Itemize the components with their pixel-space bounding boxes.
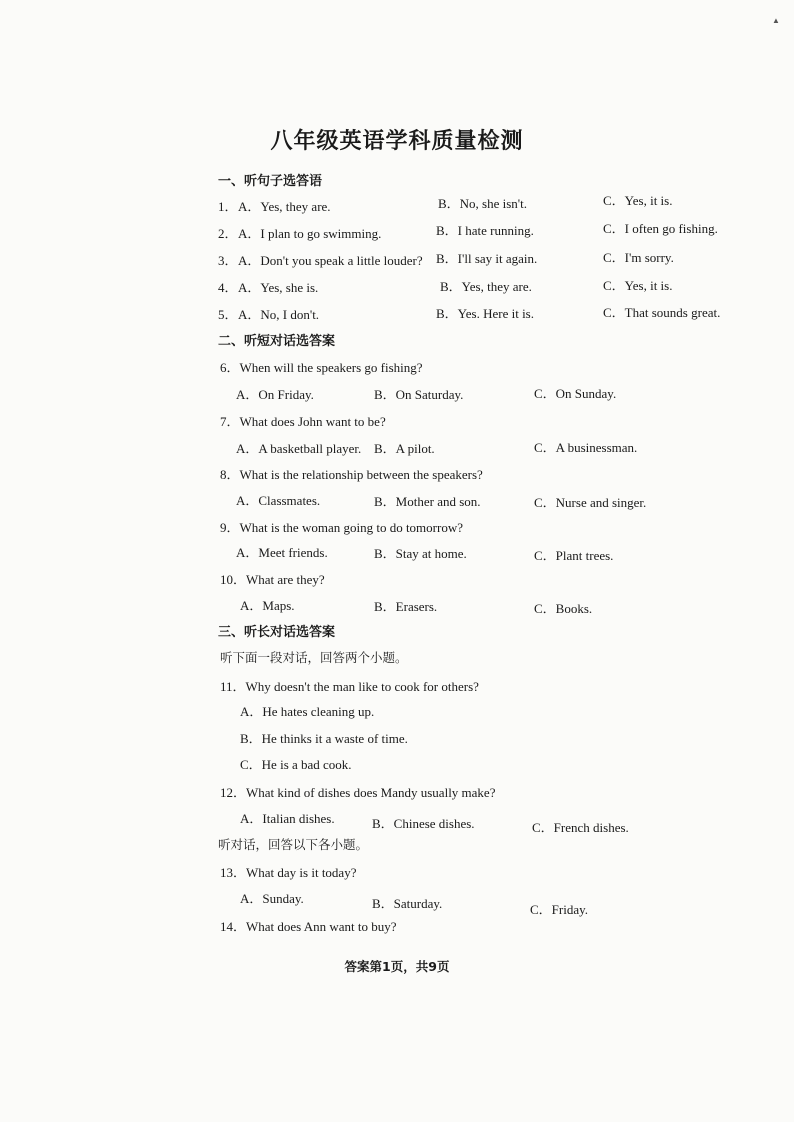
q11-option-b: B．He thinks it a waste of time. [240,731,408,746]
q9-option-b: B．Stay at home. [374,546,467,561]
q9-option-a: A．Meet friends. [236,545,328,560]
q2-option-a: A．I plan to go swimming. [238,226,382,241]
q7-option-c: C．A businessman. [534,440,638,455]
q6-option-a: A．On Friday. [236,387,314,402]
q3-option-a: A．Don't you speak a little louder? [238,253,423,268]
q6-option-c: C．On Sunday. [534,386,617,401]
q4-number: 4． [218,280,238,295]
q10-option-a: A．Maps. [240,598,295,613]
q9-option-c: C．Plant trees. [534,548,614,563]
q13-option-a: A．Sunday. [240,891,304,906]
q11-option-c: C．He is a bad cook. [240,757,352,772]
q4-option-b: B．Yes, they are. [440,279,532,294]
q5-option-c: C．That sounds great. [603,305,721,320]
q8-question: 8．What is the relationship between the speakers? [220,467,483,482]
q12-option-a: A．Italian dishes. [240,811,335,826]
q1-option-b: B．No, she isn't. [438,196,528,211]
q6-option-b: B．On Saturday. [374,387,464,402]
section-heading-1: 一、听句子选答语 [218,174,323,189]
page-footer: 答案第1页，共9页 [344,959,450,974]
q10-option-b: B．Erasers. [374,599,438,614]
section-heading-2: 二、听短对话选答案 [218,334,336,349]
q8-option-b: B．Mother and son. [374,494,481,509]
q11-option-a: A．He hates cleaning up. [240,704,375,719]
q3-number: 3． [218,253,238,268]
q5-number: 5． [218,307,238,322]
q1-number: 1． [218,199,238,214]
q9-question: 9．What is the woman going to do tomorrow? [220,520,463,535]
q2-number: 2． [218,226,238,241]
q5-option-b: B．Yes. Here it is. [436,306,534,321]
section-heading-3: 三、听长对话选答案 [218,625,336,640]
q10-option-c: C．Books. [534,601,593,616]
q7-option-a: A．A basketball player. [236,441,362,456]
page-title: 八年级英语学科质量检测 [270,129,524,154]
q3-option-b: B．I'll say it again. [436,251,538,266]
q12-question: 12．What kind of dishes does Mandy usually make? [220,785,496,800]
q8-option-c: C．Nurse and singer. [534,495,647,510]
q5-option-a: A．No, I don't. [238,307,320,322]
q2-option-b: B．I hate running. [436,223,534,238]
q7-question: 7．What does John want to be? [220,414,386,429]
q4-option-c: C．Yes, it is. [603,278,673,293]
q12-option-b: B．Chinese dishes. [372,816,475,831]
q1-option-a: A．Yes, they are. [238,199,331,214]
q11-question: 11．Why doesn't the man like to cook for others? [220,679,479,694]
q14-question: 14．What does Ann want to buy? [220,919,397,934]
instruction-note-2: 听对话，回答以下各小题。 [218,837,369,852]
corner-mark: ▲ [772,16,780,25]
q13-question: 13．What day is it today? [220,865,357,880]
q13-option-b: B．Saturday. [372,896,443,911]
q8-option-a: A．Classmates. [236,493,321,508]
q6-question: 6．When will the speakers go fishing? [220,360,423,375]
q13-option-c: C．Friday. [530,902,589,917]
q7-option-b: B．A pilot. [374,441,435,456]
q4-option-a: A．Yes, she is. [238,280,319,295]
q10-question: 10．What are they? [220,572,325,587]
q3-option-c: C．I'm sorry. [603,250,674,265]
q1-option-c: C．Yes, it is. [603,193,673,208]
instruction-note-1: 听下面一段对话，回答两个小题。 [220,650,408,665]
q2-option-c: C．I often go fishing. [603,221,718,236]
q12-option-c: C．French dishes. [532,820,629,835]
